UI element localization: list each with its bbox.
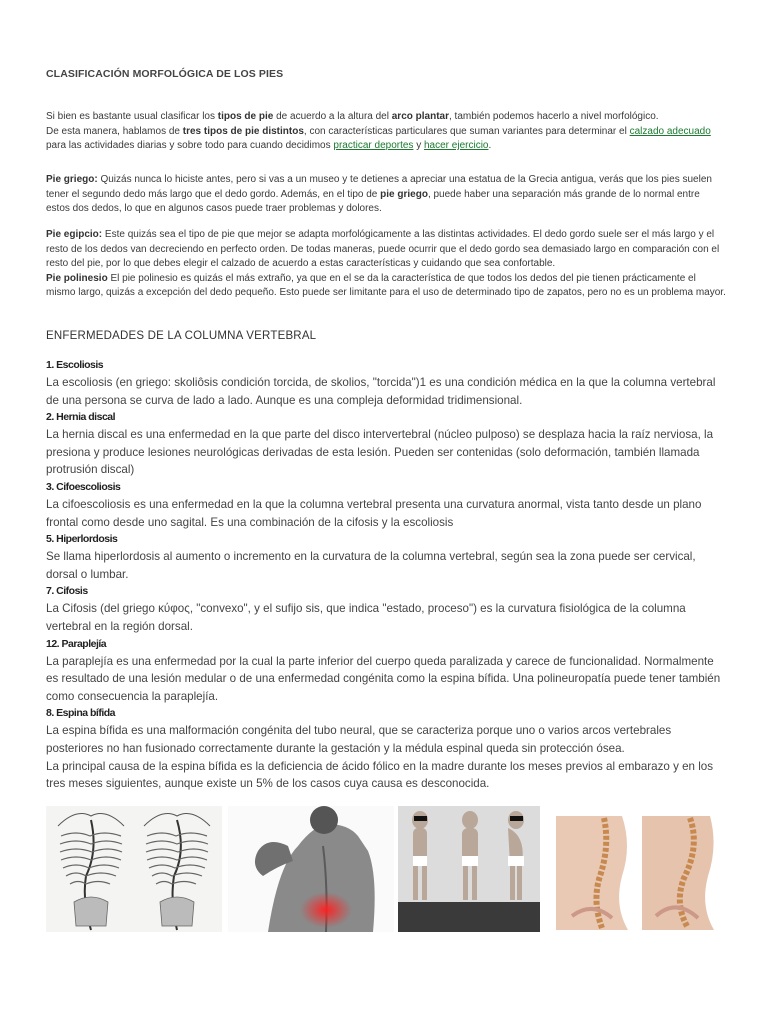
- item-text: La hernia discal es una enfermedad en la que parte del disco intervertebral (núcleo pulposo) se desplaza hacia la raíz nerviosa, la presiona y produce lesiones neurológicas derivadas de esta lesión. Pueden ser contenidas (solo deformación, también llamada protrusión discal): [46, 428, 714, 477]
- item-text: La paraplejía es una enfermedad por la cual la parte inferior del cuerpo queda paralizada y carece de funcionalidad. Normalmente es resultado de una lesión medular o de una enfermedad congénita como la espina bífida. Una polineuropatía puede tener también como consecuencia la paraplejía.: [46, 654, 721, 703]
- pie-egipcio-text: Este quizás sea el tipo de pie que mejor se adapta morfológicamente a las distintas actividades. El dedo gordo suele ser el más largo y el resto de los dedos van decreciendo en perfecto orden. De todas maneras, puede ocurrir que el dedo gordo sea demasiado largo en comparación con el resto del pie, por lo que debes elegir el calzado de acuerdo a estas características y cuidando que sea confortable.: [46, 229, 720, 269]
- intro-text: de acuerdo a la altura del: [273, 111, 392, 122]
- intro-text: para las actividades diarias y sobre todo para cuando decidimos: [46, 140, 334, 151]
- item-text: La espina bífida es una malformación congénita del tubo neural, que se caracteriza porque uno o varios arcos vertebrales posteriores no han fusionado correctamente durante la gestación y la médula espinal queda sin protección ósea.: [46, 724, 672, 755]
- list-item: [46, 705, 726, 792]
- back-pain-photo-icon: [228, 806, 394, 932]
- pie-egipcio-paragraph: [46, 228, 726, 301]
- list-item: [46, 357, 726, 409]
- pie-griego-text: Quizás nunca lo hiciste antes, pero si vas a un museo y te detienes a apreciar una estatua de la Grecia antigua, verás que los pies suelen tener el segundo dedo más largo que el dedo gordo. Además, en el tipo de: [46, 174, 712, 200]
- item-title: 8. Espina bífida: [46, 707, 116, 720]
- item-title: 2. Hernia discal: [46, 411, 116, 424]
- item-text: La principal causa de la espina bífida es la deficiencia de ácido fólico en la madre durante los meses previos al embarazo y en los tres meses siguientes, aunque existe un 5% de los casos cuya causa es desconocida.: [46, 759, 714, 791]
- intro-text: De esta manera, hablamos de: [46, 125, 183, 137]
- item-text: La cifoescoliosis es una enfermedad en la que la columna vertebral presenta una curvatura anormal, vista tanto desde un plano frontal como desde uno sagital. Es una combinación de la cifosis y la escoliosis: [46, 497, 702, 529]
- link-hacer-ejercicio[interactable]: hacer ejercicio: [424, 140, 489, 151]
- list-item: [46, 479, 726, 531]
- lordosis-illustration-icon: [552, 806, 722, 932]
- pie-griego-text: , puede haber una separación más grande de lo normal entre estos dos dedos, lo que en algunos casos puede traer problemas y dolores.: [46, 188, 700, 214]
- item-title: 12. Paraplejía: [46, 637, 107, 650]
- pie-polinesio-text: El pie polinesio es quizás el más extraño, ya que en el se da la característica de que todos los dedos del pie tienen prácticamente el mismo largo, quizás a excepción del dedo pequeño. Esto puede ser limitante para el uso de determinado tipo de zapatos, pero no es un problema mayor.: [46, 272, 726, 298]
- intro-bold: tipos de pie: [217, 111, 274, 122]
- item-title: 7. Cifosis: [46, 585, 88, 598]
- item-title: 1. Escoliosis: [46, 359, 104, 371]
- item-title: 5. Hiperlordosis: [46, 533, 118, 546]
- item-text: La escoliosis (en griego: skoliôsis condición torcida, de skolios, "torcida")1 es una condición médica en la que la columna vertebral de una persona se curva de lado a lado. Aunque es una compleja deformidad tridimensional.: [46, 376, 716, 407]
- children-posture-photo-icon: [398, 806, 540, 932]
- intro-bold: tres tipos de pie distintos: [182, 125, 304, 137]
- list-item: [46, 583, 726, 635]
- intro-text: y: [413, 140, 424, 151]
- list-item: [46, 409, 726, 479]
- item-text: Se llama hiperlordosis al aumento o incremento en la curvatura de la columna vertebral, según sea la zona puede ser cervical, dorsal o lumbar.: [46, 550, 696, 581]
- item-title: 3. Cifoescoliosis: [46, 480, 121, 493]
- section-title: ENFERMEDADES DE LA COLUMNA VERTEBRAL: [46, 330, 317, 342]
- item-text: La Cifosis (del griego κύφος, "convexo", y el sufijo sis, que indica "estado, proceso") es la curvatura fisiológica de la columna vertebral en la región dorsal.: [46, 602, 686, 633]
- spine-skeleton-illustration-icon: [46, 806, 222, 932]
- list-item: [46, 636, 726, 706]
- image-strip: [46, 806, 722, 932]
- intro-bold: arco plantar: [391, 111, 449, 122]
- intro-text: Si bien es bastante usual clasificar los: [46, 111, 218, 122]
- pie-egipcio-label: Pie egipcio:: [46, 229, 103, 240]
- pie-griego-paragraph: [46, 173, 726, 217]
- pie-polinesio-label: Pie polinesio: [46, 272, 108, 284]
- pie-griego-bold: pie griego: [380, 188, 428, 200]
- disease-list: [46, 357, 726, 793]
- pie-griego-label: Pie griego:: [46, 174, 98, 185]
- link-calzado-adecuado[interactable]: calzado adecuado: [629, 125, 711, 137]
- list-item: [46, 531, 726, 583]
- intro-text: , con características particulares que suman variantes para determinar el: [303, 125, 630, 137]
- intro-text: , también podemos hacerlo a nivel morfológico.: [449, 111, 659, 122]
- intro-paragraph: [46, 110, 726, 154]
- page-title: CLASIFICACIÓN MORFOLÓGICA DE LOS PIES: [46, 68, 284, 80]
- intro-text: .: [488, 140, 492, 151]
- link-practicar-deportes[interactable]: practicar deportes: [333, 140, 414, 151]
